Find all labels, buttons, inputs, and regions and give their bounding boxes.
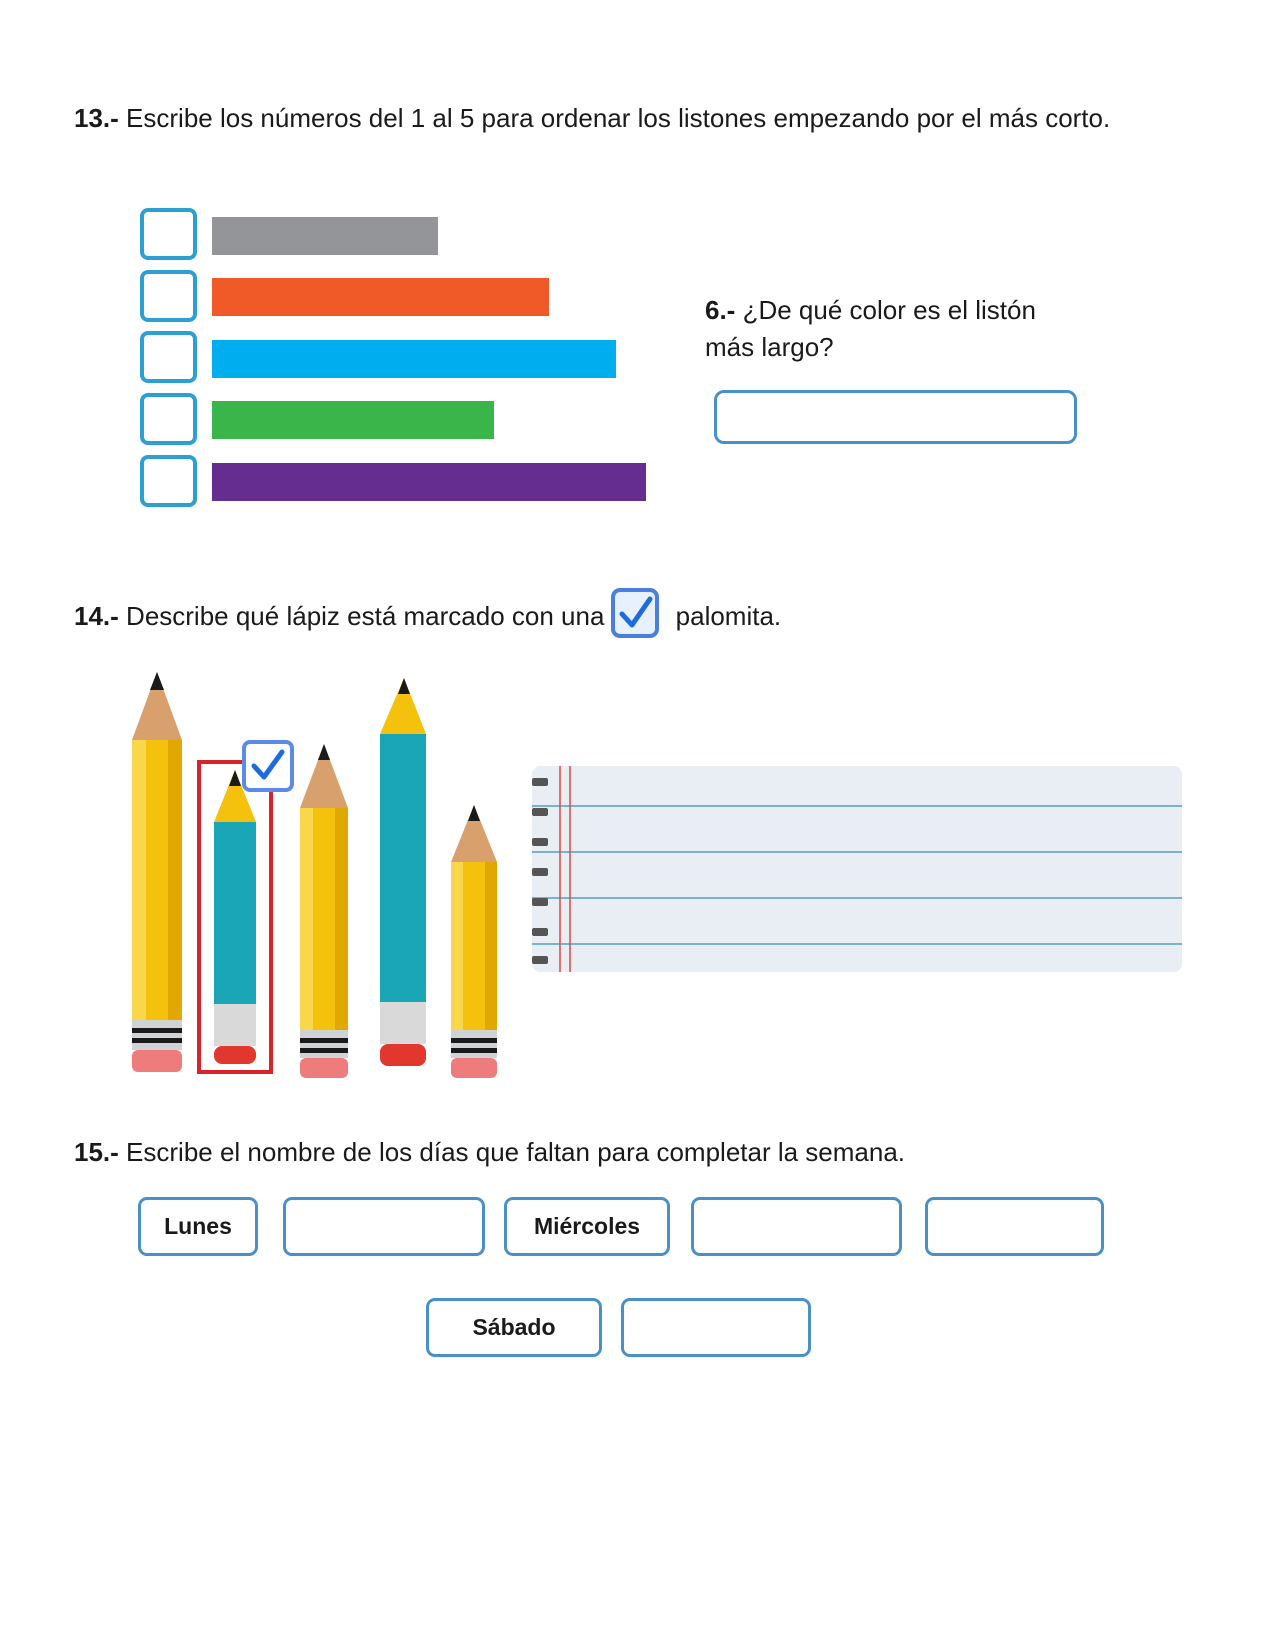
question-13-text: Escribe los números del 1 al 5 para ordenar los listones empezando por el más corto. bbox=[118, 103, 1111, 133]
question-15-text: Escribe el nombre de los días que faltan para completar la semana. bbox=[118, 1137, 906, 1167]
pencil-5-yellow[interactable] bbox=[451, 805, 497, 1078]
question-15-number: 15.- bbox=[74, 1137, 119, 1167]
day-miercoles: Miércoles bbox=[504, 1197, 670, 1256]
order-box-1[interactable] bbox=[140, 208, 197, 260]
question-14-text-before: Describe qué lápiz está marcado con una bbox=[118, 600, 605, 631]
order-box-2[interactable] bbox=[140, 270, 197, 322]
pencil-4-teal[interactable] bbox=[380, 678, 426, 1066]
ribbon-blue bbox=[212, 340, 616, 378]
pencil-2-teal-marked[interactable] bbox=[214, 770, 256, 1064]
pencil-3-yellow[interactable] bbox=[300, 744, 348, 1078]
question-13 bbox=[74, 100, 1214, 137]
pencil-1-yellow[interactable] bbox=[132, 672, 182, 1072]
question-15 bbox=[74, 1134, 1174, 1171]
question-14 bbox=[74, 597, 1174, 639]
question-14-text-after: palomita. bbox=[668, 600, 782, 631]
pencil-check-icon bbox=[244, 742, 292, 790]
day-lunes: Lunes bbox=[138, 1197, 258, 1256]
question-6 bbox=[705, 292, 1085, 366]
ribbon-orange bbox=[212, 278, 549, 316]
day-viernes-field[interactable] bbox=[925, 1197, 1104, 1256]
order-box-5[interactable] bbox=[140, 455, 197, 507]
ribbon-green bbox=[212, 401, 494, 439]
day-jueves-field[interactable] bbox=[691, 1197, 902, 1256]
day-domingo-field[interactable] bbox=[621, 1298, 811, 1357]
order-box-4[interactable] bbox=[140, 393, 197, 445]
question-6-text: ¿De qué color es el listón más largo? bbox=[705, 295, 1036, 362]
ribbon-gray bbox=[212, 217, 438, 255]
longest-ribbon-answer-field[interactable] bbox=[714, 390, 1077, 444]
day-sabado: Sábado bbox=[426, 1298, 602, 1357]
ribbon-purple bbox=[212, 463, 646, 501]
checkbox-check-icon bbox=[610, 587, 660, 639]
notebook-answer-area[interactable] bbox=[532, 766, 1182, 976]
pencils-illustration bbox=[118, 672, 508, 1082]
order-box-3[interactable] bbox=[140, 331, 197, 383]
question-6-number: 6.- bbox=[705, 295, 736, 325]
question-14-number: 14.- bbox=[74, 600, 119, 631]
day-martes-field[interactable] bbox=[283, 1197, 485, 1256]
question-13-number: 13.- bbox=[74, 103, 119, 133]
